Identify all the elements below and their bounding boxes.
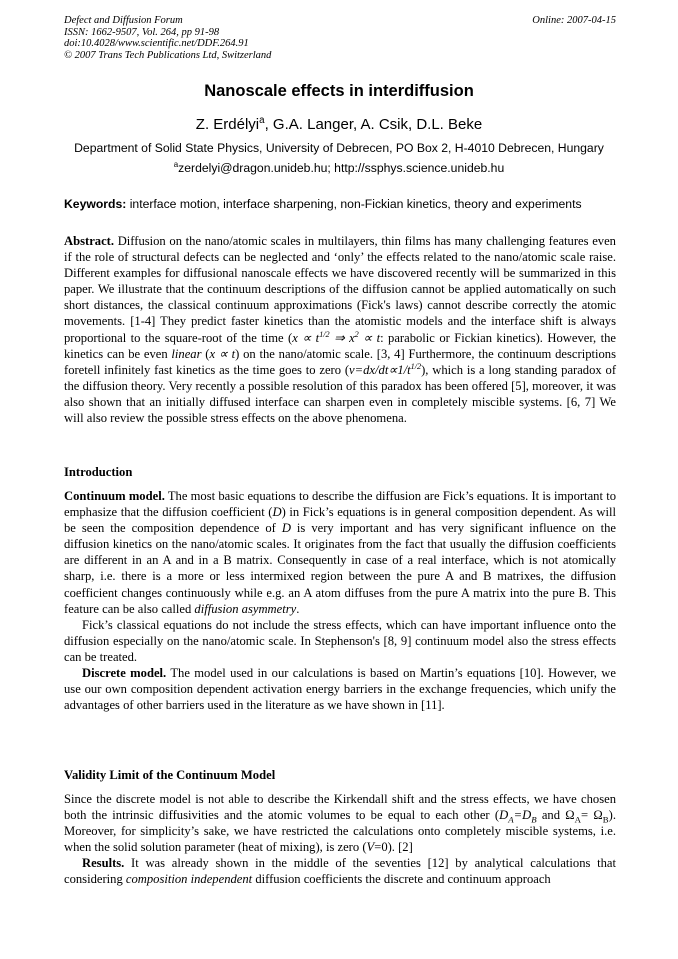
intro-p1-c: is very important and has very significant influence on the diffusion kinetics on the nano/atomic scales. It originates from the fact that usually the diffusion coefficients are different in an A and in a B matrix. Consequently in case of a real interface, which is not atomically sharp, i.e. there is a more or less intermixed region between the pure A and B matrixes, the diffusion coefficient changes continuously while e.g. an A atom diffuses from the pure A matrix into the pure B. This feature can be also called [64,521,616,616]
other-authors: , G.A. Langer, A. Csik, D.L. Beke [264,116,483,133]
linear-word: linear [171,346,202,361]
abstract-text-3: ( [201,346,210,361]
validity-section [64,791,616,888]
first-author: Z. Erdélyi [195,116,260,133]
eq-D-a: D [499,808,509,823]
intro-p3-text: The model used in our calculations is based on Martin’s equations [10]. However, we use our own composition dependent activation energy barriers in the exchange frequencies, which unify the advantages of other barriers used in the literature as we have shown in [11]. [64,666,616,713]
intro-paragraph-2: Fick’s classical equations do not include the stress effects, which can have important influence onto the diffusion especially on the nano/atomic scale. In Stephenson's [8, 9] continuum model also the stress effects can be treated. [64,617,616,664]
keywords-label: Keywords: [64,197,127,211]
validity-p2-a: It was already shown in the middle of the seventies [12] by analytical calculations that considering [64,856,616,887]
intro-paragraph-3 [64,665,616,713]
formula-1-exp2: 2 [354,329,359,339]
intro-p1-a: The most basic equations to describe the diffusion are Fick’s equations. It is important to emphasize that the diffusion coefficient ( [64,489,616,520]
intro-p1-d: . [296,601,300,616]
abstract-text-5: ), which is a long standing paradox of the diffusion theory. Very recently a possible resolution of this paradox has been offered [5], moreover, it was also shown that an initially diffused interface can sharpen even in completely miscible systems. [6, 7] We will also review the possible stress effects on the above phenomena. [64,362,617,426]
intro-paragraph-1 [64,488,616,617]
symbol-D: D [272,505,282,520]
symbol-D-2: D [281,521,291,536]
validity-p1-b: and Ω [536,808,575,823]
abstract-text-1: Diffusion on the nano/atomic scales in multilayers, thin films has many challenging features even if the role of structural defects can be neglected and ‘only’ the effects related to the nano/atomic scale raise. Different examples for diffusional nanoscale effects we have discovered recently will be summarized in this paper. We illustrate that the continuum descriptions of the diffusion cannot be applied automatically on such short distances, the classical continuum approximations (Fick's laws) cannot describe correctly the atomic movements. [1-4] They predict faster kinetics than the atomistic models and the interface shift is always proportional to the square-root of the time ( [64,234,616,345]
abstract [64,233,616,426]
discrete-model-label: Discrete model. [82,666,167,681]
keywords-text: interface motion, interface sharpening, non-Fickian kinetics, theory and experiments [129,197,582,211]
copyright-line: © 2007 Trans Tech Publications Ltd, Switzerland [64,49,272,61]
journal-name: Defect and Diffusion Forum [64,15,183,26]
abstract-text-4: ) on the nano/atomic scale. [3, 4] Furthermore, the continuum descriptions foretell infinitely fast kinetics as the time goes to zero ( [64,346,616,377]
validity-p2-b: diffusion coefficients the discrete and continuum approach [252,872,551,887]
online-date: Online: 2007-04-15 [532,15,616,26]
validity-p1-e: =0). [2] [374,840,413,855]
formula-1-exp: 1/2 [319,329,330,339]
formula-3 [349,363,421,377]
omega-sub-A: A [574,814,582,825]
contact-line [0,161,678,175]
formula-1b: ⇒ x [329,330,355,345]
symbol-V: V [366,840,375,855]
formula-3a: v=dx/dt∝1/t [349,362,411,377]
author-affil-mark: a [259,115,265,126]
paper-title: Nanoscale effects in interdiffusion [204,82,474,100]
keywords [64,197,616,211]
introduction-section [64,488,616,713]
results-label: Results. [82,856,125,871]
validity-paragraph-2 [64,855,616,887]
abstract-label: Abstract. [64,234,115,248]
author-list [0,116,678,133]
eq-sub-A: A [508,814,514,825]
continuum-model-label: Continuum model. [64,489,165,503]
formula-1a: x ∝ t [292,330,320,345]
validity-paragraph-1 [64,791,616,855]
validity-p1-a: Since the discrete model is not able to describe the Kirkendall shift and the stress effects, we have chosen both the intrinsic diffusivities and the atomic volumes to be equal to each other ( [64,792,616,823]
doi-line: doi:10.4028/www.scientific.net/DDF.264.91 [64,38,249,50]
formula-1c: ∝ t [358,330,381,345]
formula-1 [292,331,380,345]
omega-sub-B: B [602,814,609,825]
abstract-text-2: : parabolic or Fickian kinetics). However, the kinetics can be even [64,330,616,361]
eq-sub-B: B [531,814,537,825]
heading-introduction: Introduction [64,465,133,479]
intro-p1-b: ) in Fick’s equations is in general composition dependent. As will be seen the composition dependence of [64,505,617,536]
affiliation: Department of Solid State Physics, University of Debrecen, PO Box 2, H-4010 Debrecen, Hungary [74,141,604,155]
formula-2: x ∝ t [209,346,236,361]
equation-D [499,808,537,825]
validity-p1-d: ). Moreover, for simplicity’s sake, we have restricted the calculations onto completely miscible systems, i.e. when the solid solution parameter (heat of mixing), is zero ( [64,808,616,855]
validity-p1-c: = Ω [581,808,603,823]
abstract-paragraph [64,233,616,426]
formula-3-exp: 1/2 [410,361,422,371]
composition-independent-term: composition independent [125,872,253,887]
running-header [64,15,616,61]
email-mark: a [173,159,179,169]
issn-line: ISSN: 1662-9507, Vol. 264, pp 91-98 [64,26,220,38]
heading-validity-limit: Validity Limit of the Continuum Model [64,768,276,782]
diffusion-asymmetry-term: diffusion asymmetry [194,601,297,616]
eq-D-b: =D [513,808,532,823]
email-text: zerdelyi@dragon.unideb.hu; http://ssphys.science.unideb.hu [178,161,505,175]
